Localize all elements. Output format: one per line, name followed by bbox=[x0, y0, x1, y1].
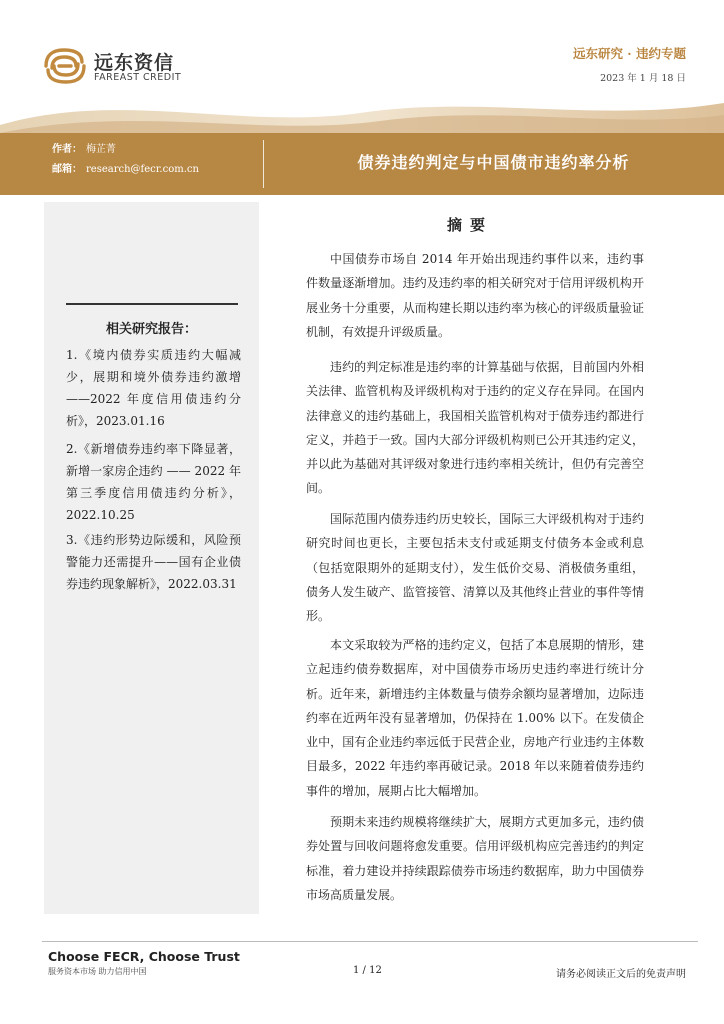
related-reports-heading: 相关研究报告： bbox=[105, 322, 197, 337]
abstract-paragraph: 预期未来违约规模将继续扩大，展期方式更加多元，违约债券处置与回收问题将愈发重要。信用评级机构应完善违约的判定标准，着力建设并持续跟踪债券市场违约数据库，助力中国债券市场高质量发展。 bbox=[306, 815, 644, 902]
logo-chinese-name: 远东资信 bbox=[94, 52, 175, 74]
page-number: 1 / 12 bbox=[353, 965, 382, 976]
report-date: 2023 年 1 月 18 日 bbox=[600, 73, 686, 84]
author-name: 梅芷菁 bbox=[86, 144, 116, 155]
company-logo bbox=[42, 46, 192, 86]
related-reports-sidebar bbox=[44, 202, 259, 914]
footer-rule bbox=[42, 941, 698, 942]
abstract-paragraph: 中国债券市场自 2014 年开始出现违约事件以来，违约事件数量逐渐增加。违约及违约率的相关研究对于信用评级机构开展业务十分重要，从而构建长期以违约率为核心的评级质量验证机制，有效提升评级质量。 bbox=[306, 252, 644, 339]
abstract-title: 摘要 bbox=[446, 216, 493, 234]
logo-english-name: FAREAST CREDIT bbox=[94, 72, 182, 83]
report-series: 远东研究 · 违约专题 bbox=[572, 46, 686, 61]
related-report-item[interactable]: 1.《境内债券实质违约大幅减少，展期和境外债券违约激增——2022 年度信用债违约分析》，2023.01.16 bbox=[66, 348, 241, 428]
author-info bbox=[52, 140, 199, 180]
author-label: 作者： bbox=[52, 144, 82, 155]
abstract-paragraph: 国际范围内债券违约历史较长，国际三大评级机构对于违约研究时间也更长，主要包括未支付或延期支付债务本金或利息（包括宽限期外的延期支付），发生低价交易、消极债务重组，债务人发生破产、监管接管、清算以及其他终止营业的事件等情形。 bbox=[306, 512, 644, 624]
abstract-paragraph: 违约的判定标准是违约率的计算基础与依据，目前国内外相关法律、监管机构及评级机构对于违约的定义存在异同。在国内法律意义的违约基础上，我国相关监管机构对于债券违约都进行定义，并趋于一致。国内大部分评级机构则已公开其违约定义，并以此为基础对其评级对象进行违约率相关统计，但仍有完善空间。 bbox=[306, 360, 644, 496]
fareast-logo-icon bbox=[42, 46, 88, 86]
related-report-item[interactable]: 2.《新增债券违约率下降显著，新增一家房企违约 —— 2022 年第三季度信用债违约分析》，2022.10.25 bbox=[66, 442, 241, 522]
footer-tagline: 服务资本市场 助力信用中国 bbox=[48, 967, 147, 976]
footer-disclaimer: 请务必阅读正文后的免责声明 bbox=[556, 969, 686, 980]
report-title: 债券违约判定与中国债市违约率分析 bbox=[357, 153, 630, 172]
abstract-paragraph: 本文采取较为严格的违约定义，包括了本息展期的情形，建立起违约债券数据库，对中国债券市场历史违约率进行统计分析。近年来，新增违约主体数量与债券余额均显著增加，边际违约率在近两年没有显著增加，仍保持在 1.00% 以下。在发债企业中，国有企业违约率远低于民营企业，房地产行业违约主体数目最多，2022 年违约率再破记录。2018 年以来随着债券违约事件的增加，展期占比大幅增加。 bbox=[306, 638, 644, 798]
footer-slogan: Choose FECR, Choose Trust bbox=[48, 949, 240, 964]
author-email[interactable]: research@fecr.com.cn bbox=[86, 164, 199, 175]
email-label: 邮箱： bbox=[52, 164, 82, 175]
sidebar-rule bbox=[66, 303, 238, 305]
related-report-item[interactable]: 3.《违约形势边际缓和，风险预警能力还需提升——国有企业债券违约现象解析》，2022.03.31 bbox=[66, 533, 241, 591]
